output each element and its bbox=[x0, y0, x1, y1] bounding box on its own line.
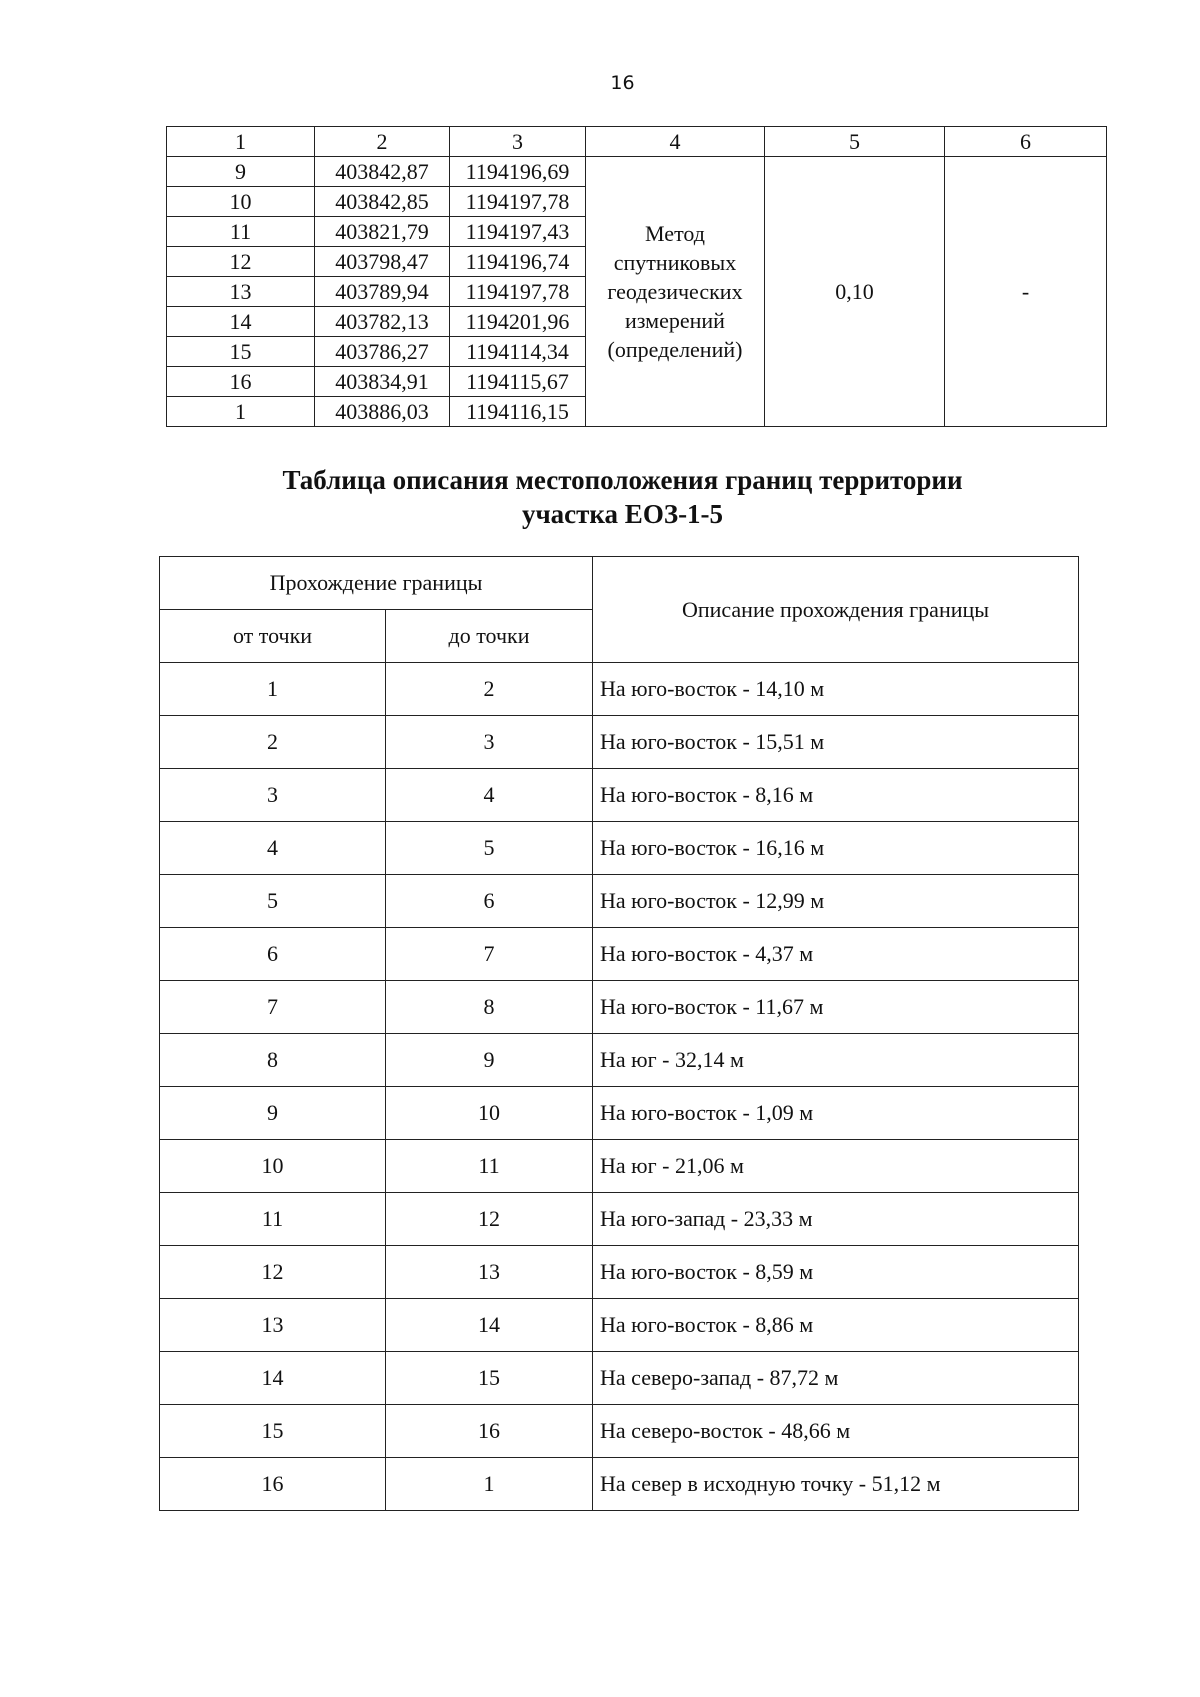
coordinate-y: 1194197,78 bbox=[450, 187, 586, 217]
boundary-row bbox=[160, 1193, 1079, 1246]
from-point: 14 bbox=[160, 1352, 386, 1405]
boundary-row bbox=[160, 1034, 1079, 1087]
point-number: 15 bbox=[167, 337, 315, 367]
method-line: (определений) bbox=[607, 337, 743, 362]
method-cell bbox=[586, 157, 765, 427]
to-point: 3 bbox=[386, 716, 593, 769]
coordinate-x: 403842,85 bbox=[315, 187, 450, 217]
boundary-description: На юг - 32,14 м bbox=[593, 1034, 1079, 1087]
to-point: 14 bbox=[386, 1299, 593, 1352]
column-number-header: 1 bbox=[167, 127, 315, 157]
to-point: 13 bbox=[386, 1246, 593, 1299]
point-number: 14 bbox=[167, 307, 315, 337]
boundary-description: На юго-восток - 8,86 м bbox=[593, 1299, 1079, 1352]
page-number: 16 bbox=[610, 72, 635, 94]
boundary-row bbox=[160, 1458, 1079, 1511]
point-number: 11 bbox=[167, 217, 315, 247]
from-point: 4 bbox=[160, 822, 386, 875]
to-point: 9 bbox=[386, 1034, 593, 1087]
point-number: 13 bbox=[167, 277, 315, 307]
to-point: 4 bbox=[386, 769, 593, 822]
point-number: 12 bbox=[167, 247, 315, 277]
boundary-description-table bbox=[159, 556, 1079, 1511]
heading-line: участка ЕОЗ-1-5 bbox=[521, 499, 724, 529]
from-point: 3 bbox=[160, 769, 386, 822]
coordinate-x: 403782,13 bbox=[315, 307, 450, 337]
to-point: 7 bbox=[386, 928, 593, 981]
column-6-cell: - bbox=[945, 157, 1107, 427]
boundary-row bbox=[160, 1299, 1079, 1352]
boundary-description: На юго-восток - 12,99 м bbox=[593, 875, 1079, 928]
coordinate-x: 403834,91 bbox=[315, 367, 450, 397]
from-point: 6 bbox=[160, 928, 386, 981]
boundary-row bbox=[160, 1087, 1079, 1140]
boundary-description: На северо-восток - 48,66 м bbox=[593, 1405, 1079, 1458]
column-number-header: 3 bbox=[450, 127, 586, 157]
column-number-header: 4 bbox=[586, 127, 765, 157]
column-number-header: 5 bbox=[765, 127, 945, 157]
coordinate-x: 403789,94 bbox=[315, 277, 450, 307]
from-point: 11 bbox=[160, 1193, 386, 1246]
from-point: 2 bbox=[160, 716, 386, 769]
coordinate-row bbox=[167, 157, 1107, 187]
description-header: Описание прохождения границы bbox=[593, 557, 1079, 663]
boundary-description: На юго-восток - 14,10 м bbox=[593, 663, 1079, 716]
coordinate-x: 403821,79 bbox=[315, 217, 450, 247]
coordinate-y: 1194196,69 bbox=[450, 157, 586, 187]
boundary-header-row bbox=[160, 557, 1079, 610]
from-point: 12 bbox=[160, 1246, 386, 1299]
boundary-row bbox=[160, 769, 1079, 822]
coordinate-y: 1194116,15 bbox=[450, 397, 586, 427]
from-point: 7 bbox=[160, 981, 386, 1034]
from-point: 13 bbox=[160, 1299, 386, 1352]
boundary-description: На юго-восток - 1,09 м bbox=[593, 1087, 1079, 1140]
coordinate-x: 403886,03 bbox=[315, 397, 450, 427]
to-point: 8 bbox=[386, 981, 593, 1034]
coordinate-y: 1194197,78 bbox=[450, 277, 586, 307]
point-number: 9 bbox=[167, 157, 315, 187]
coordinate-x: 403842,87 bbox=[315, 157, 450, 187]
boundary-description: На юго-восток - 8,59 м bbox=[593, 1246, 1079, 1299]
to-point: 2 bbox=[386, 663, 593, 716]
point-number: 16 bbox=[167, 367, 315, 397]
point-number: 1 bbox=[167, 397, 315, 427]
to-point: 10 bbox=[386, 1087, 593, 1140]
boundary-row bbox=[160, 1140, 1079, 1193]
from-point: 10 bbox=[160, 1140, 386, 1193]
coordinate-x: 403798,47 bbox=[315, 247, 450, 277]
boundary-description: На юго-восток - 4,37 м bbox=[593, 928, 1079, 981]
to-point: 5 bbox=[386, 822, 593, 875]
column-number-header: 2 bbox=[315, 127, 450, 157]
boundary-row bbox=[160, 822, 1079, 875]
boundary-row bbox=[160, 928, 1079, 981]
boundary-row bbox=[160, 875, 1079, 928]
boundary-row bbox=[160, 1352, 1079, 1405]
boundary-row bbox=[160, 1246, 1079, 1299]
method-line: Метод bbox=[645, 221, 705, 246]
boundary-description: На юго-запад - 23,33 м bbox=[593, 1193, 1079, 1246]
coordinate-y: 1194196,74 bbox=[450, 247, 586, 277]
boundary-group-header: Прохождение границы bbox=[160, 557, 593, 610]
boundary-description: На юг - 21,06 м bbox=[593, 1140, 1079, 1193]
coordinates-table bbox=[166, 126, 1107, 427]
boundary-description: На север в исходную точку - 51,12 м bbox=[593, 1458, 1079, 1511]
coordinates-header-row bbox=[167, 127, 1107, 157]
table-heading bbox=[0, 463, 1200, 531]
to-point: 1 bbox=[386, 1458, 593, 1511]
from-point: 9 bbox=[160, 1087, 386, 1140]
to-point: 15 bbox=[386, 1352, 593, 1405]
boundary-description: На юго-восток - 15,51 м bbox=[593, 716, 1079, 769]
boundary-description: На юго-восток - 11,67 м bbox=[593, 981, 1079, 1034]
from-point: 8 bbox=[160, 1034, 386, 1087]
boundary-row bbox=[160, 716, 1079, 769]
point-number: 10 bbox=[167, 187, 315, 217]
coordinate-y: 1194114,34 bbox=[450, 337, 586, 367]
coordinate-y: 1194201,96 bbox=[450, 307, 586, 337]
coordinate-x: 403786,27 bbox=[315, 337, 450, 367]
boundary-row bbox=[160, 1405, 1079, 1458]
from-point: 15 bbox=[160, 1405, 386, 1458]
to-point: 12 bbox=[386, 1193, 593, 1246]
from-point: 5 bbox=[160, 875, 386, 928]
from-point: 1 bbox=[160, 663, 386, 716]
accuracy-cell: 0,10 bbox=[765, 157, 945, 427]
coordinate-y: 1194197,43 bbox=[450, 217, 586, 247]
to-point: 16 bbox=[386, 1405, 593, 1458]
to-point-header: до точки bbox=[386, 610, 593, 663]
boundary-description: На юго-восток - 16,16 м bbox=[593, 822, 1079, 875]
heading-line: Таблица описания местоположения границ территории bbox=[282, 465, 963, 495]
column-number-header: 6 bbox=[945, 127, 1107, 157]
method-line: геодезических bbox=[607, 279, 743, 304]
from-point: 16 bbox=[160, 1458, 386, 1511]
boundary-description: На северо-запад - 87,72 м bbox=[593, 1352, 1079, 1405]
to-point: 11 bbox=[386, 1140, 593, 1193]
method-line: измерений bbox=[625, 308, 725, 333]
method-line: спутниковых bbox=[613, 250, 737, 275]
boundary-row bbox=[160, 981, 1079, 1034]
to-point: 6 bbox=[386, 875, 593, 928]
boundary-row bbox=[160, 663, 1079, 716]
boundary-description: На юго-восток - 8,16 м bbox=[593, 769, 1079, 822]
coordinate-y: 1194115,67 bbox=[450, 367, 586, 397]
from-point-header: от точки bbox=[160, 610, 386, 663]
